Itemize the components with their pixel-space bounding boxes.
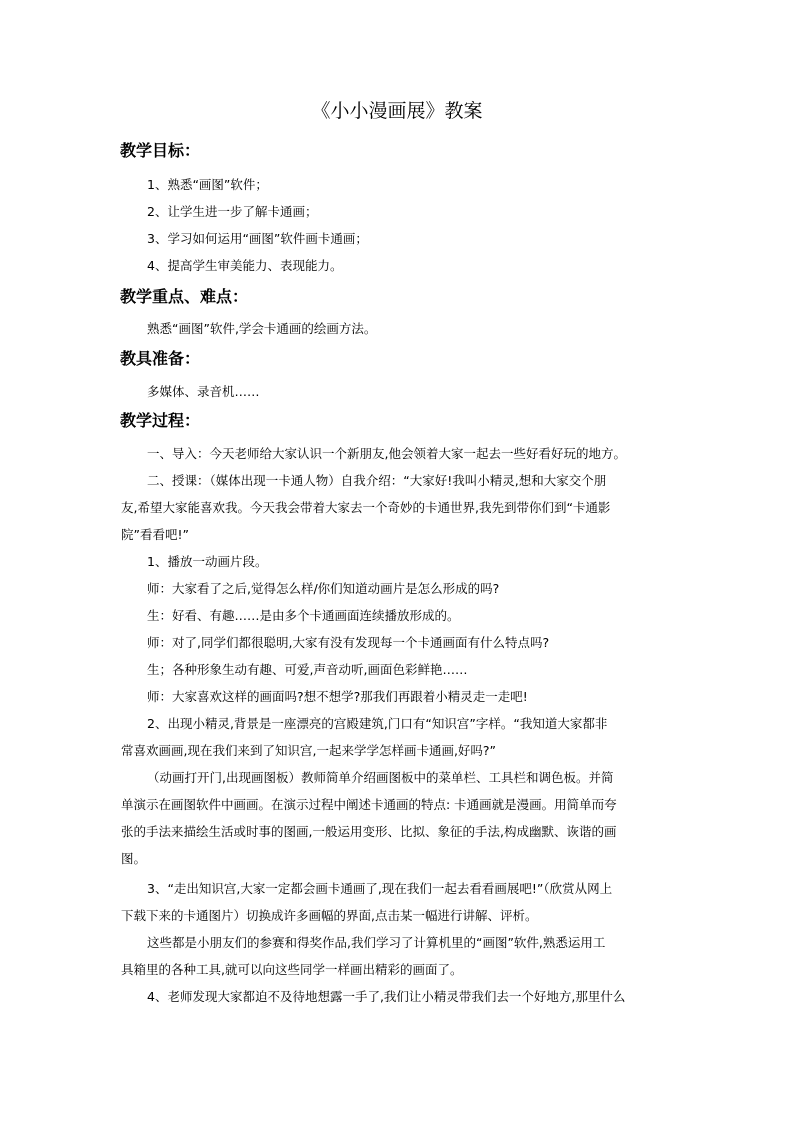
- process-line: 常喜欢画画,现在我们来到了知识宫,一起来学学怎样画卡通画,好吗?”: [121, 743, 497, 758]
- heading-process: 教学过程：: [120, 411, 201, 430]
- dialogue-line: 师：大家喜欢这样的画面吗?想不想学?那我们再跟着小精灵走一走吧!: [147, 689, 528, 704]
- process-line: 这些都是小朋友们的参赛和得奖作品,我们学习了计算机里的“画图”软件,熟悉运用工: [147, 935, 606, 950]
- document-title: 《小小漫画展》教案: [311, 100, 483, 122]
- dialogue-line: 生：好看、有趣……是由多个卡通画面连续播放形成的。: [147, 608, 460, 623]
- goal-item: 3、学习如何运用“画图”软件画卡通画；: [147, 231, 368, 246]
- tools-text: 多媒体、录音机……: [147, 384, 260, 399]
- process-line: 下载下来的卡通图片）切换成许多画幅的界面,点击某一幅进行讲解、评析。: [121, 908, 538, 923]
- dialogue-line: 师：对了,同学们都很聪明,大家有没有发现每一个卡通画面有什么特点吗?: [147, 635, 550, 650]
- heading-key-points: 教学重点、难点：: [120, 287, 249, 306]
- process-line: 张的手法来描绘生活或时事的图画,一般运用变形、比拟、象征的手法,构成幽默、诙谐的画: [121, 824, 617, 839]
- heading-goals: 教学目标：: [120, 141, 201, 160]
- process-line: 2、出现小精灵,背景是一座漂亮的宫殿建筑,门口有“知识宫”字样。“我知道大家都非: [147, 716, 608, 731]
- dialogue-line: 生；各种形象生动有趣、可爱,声音动听,画面色彩鲜艳……: [147, 662, 468, 677]
- process-line: 具箱里的各种工具,就可以向这些同学一样画出精彩的画面了。: [121, 962, 463, 977]
- process-line: （动画打开门,出现画图板）教师简单介绍画图板中的菜单栏、工具栏和调色板。并简: [147, 770, 614, 785]
- process-line: 一、导入：今天老师给大家认识一个新朋友,他会领着大家一起去一些好看好玩的地方。: [147, 446, 626, 461]
- process-line: 4、老师发现大家都迫不及待地想露一手了,我们让小精灵带我们去一个好地方,那里什么: [147, 989, 626, 1004]
- process-line: 3、“走出知识宫,大家一定都会画卡通画了,现在我们一起去看看画展吧!”（欣赏从网上: [147, 881, 613, 896]
- dialogue-line: 师：大家看了之后,觉得怎么样/你们知道动画片是怎么形成的吗?: [147, 581, 500, 596]
- process-line: 1、播放一动画片段。: [147, 554, 268, 569]
- heading-tools: 教具准备：: [120, 349, 201, 368]
- process-line: 友,希望大家能喜欢我。今天我会带着大家去一个奇妙的卡通世界,我先到带你们到“卡通影: [121, 500, 611, 515]
- process-line: 二、授课：（媒体出现一卡通人物）自我介绍：“大家好!我叫小精灵,想和大家交个朋: [147, 473, 607, 488]
- process-line: 单演示在画图软件中画画。在演示过程中阐述卡通画的特点: 卡通画就是漫画。用简单而夸: [121, 797, 617, 812]
- key-points-text: 熟悉“画图”软件,学会卡通画的绘画方法。: [147, 321, 377, 336]
- goal-item: 2、让学生进一步了解卡通画；: [147, 204, 318, 219]
- process-line: 院”看看吧!”: [121, 527, 189, 542]
- goal-item: 4、提高学生审美能力、表现能力。: [147, 258, 343, 273]
- goal-item: 1、熟悉“画图”软件；: [147, 177, 268, 192]
- process-line: 图。: [121, 851, 147, 866]
